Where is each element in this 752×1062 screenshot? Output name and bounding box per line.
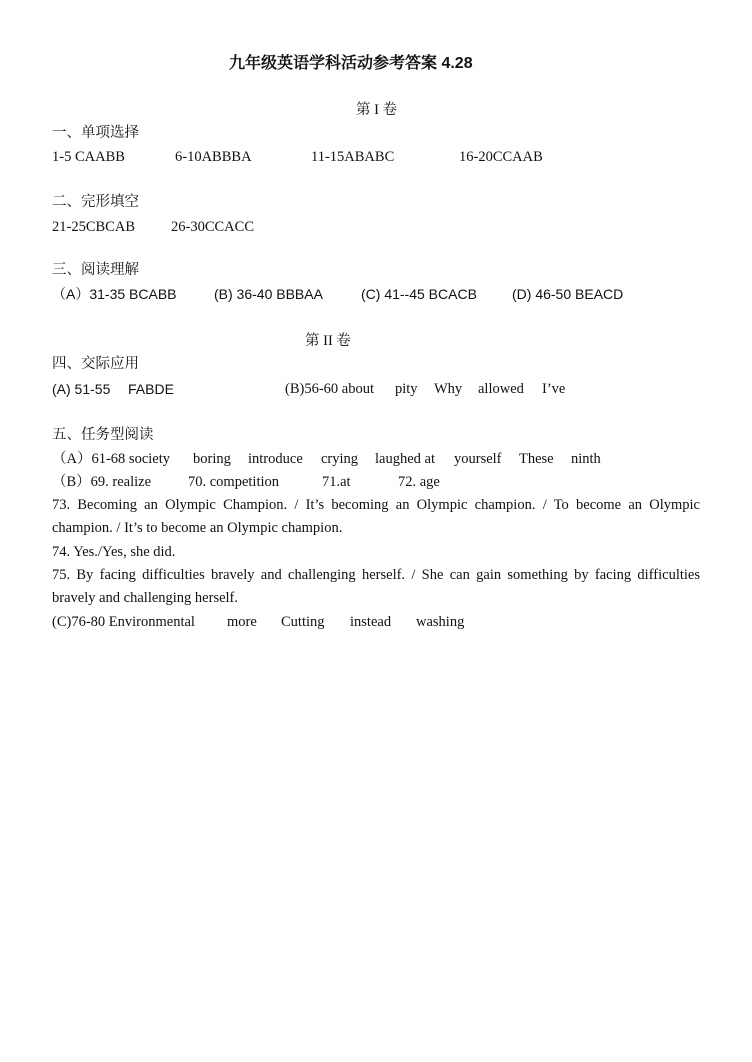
volume-1-heading: 第 I 卷	[356, 102, 398, 118]
answer-61-68-label: （A）61-68 society	[52, 451, 170, 467]
answer-76-80-word: more	[227, 614, 257, 630]
answer-61-68-word: yourself	[454, 451, 502, 467]
page-title: 九年级英语学科活动参考答案 4.28	[229, 55, 473, 72]
answer-61-68-word: These	[519, 451, 554, 467]
answer-51-55: FABDE	[128, 381, 174, 397]
answer-74: 74. Yes./Yes, she did.	[52, 544, 176, 560]
answer-76-80-word: instead	[350, 614, 392, 630]
answer-51-55-label: (A) 51-55	[52, 381, 111, 397]
answer-56-60-label: (B)56-60 about	[285, 381, 374, 397]
answer-61-68-word: laughed at	[375, 451, 435, 467]
answer-56-60-word: pity	[395, 381, 418, 397]
answer-76-80-word: Cutting	[281, 614, 325, 630]
answer-46-50: (D) 46-50 BEACD	[512, 286, 624, 302]
answer-31-35: （A）31-35 BCABB	[52, 286, 177, 302]
answer-70: 70. competition	[188, 474, 280, 490]
answer-11-15: 11-15ABABC	[311, 149, 395, 165]
section-2-heading: 二、完形填空	[52, 194, 139, 210]
volume-2-heading: 第 II 卷	[305, 333, 351, 349]
answer-56-60-word: Why	[434, 381, 463, 397]
answer-61-68-word: ninth	[571, 451, 601, 467]
answer-69: （B）69. realize	[52, 474, 152, 490]
answer-71: 71.at	[322, 474, 351, 490]
answer-36-40: (B) 36-40 BBBAA	[214, 286, 323, 302]
section-3-heading: 三、阅读理解	[52, 262, 139, 278]
section-1-heading: 一、单项选择	[52, 125, 139, 141]
answer-56-60-word: allowed	[478, 381, 524, 397]
answer-61-68-word: boring	[193, 451, 231, 467]
answer-1-5: 1-5 CAABB	[52, 149, 125, 165]
answer-26-30: 26-30CCACC	[171, 219, 254, 235]
answer-73: 73. Becoming an Olympic Champion. / It’s becoming an Olympic champion. / To become an Olympic champion. / It’s to become an Olympic champion.	[52, 497, 700, 536]
answer-61-68-word: crying	[321, 451, 359, 467]
answer-76-80-label: (C)76-80 Environmental	[52, 614, 195, 630]
answer-21-25: 21-25CBCAB	[52, 219, 135, 235]
answer-72: 72. age	[398, 474, 440, 490]
answer-41-45: (C) 41--45 BCACB	[361, 286, 477, 302]
answer-16-20: 16-20CCAAB	[459, 149, 543, 165]
answer-6-10: 6-10ABBBA	[175, 149, 252, 165]
section-4-heading: 四、交际应用	[52, 356, 139, 372]
answer-56-60-word: I’ve	[542, 381, 566, 397]
section-5-heading: 五、任务型阅读	[52, 427, 154, 443]
answer-76-80-word: washing	[416, 614, 465, 630]
answer-61-68-word: introduce	[248, 451, 303, 467]
answer-75: 75. By facing difficulties bravely and challenging herself. / She can gain something by facing difficulties bravely and challenging herself.	[52, 567, 700, 606]
